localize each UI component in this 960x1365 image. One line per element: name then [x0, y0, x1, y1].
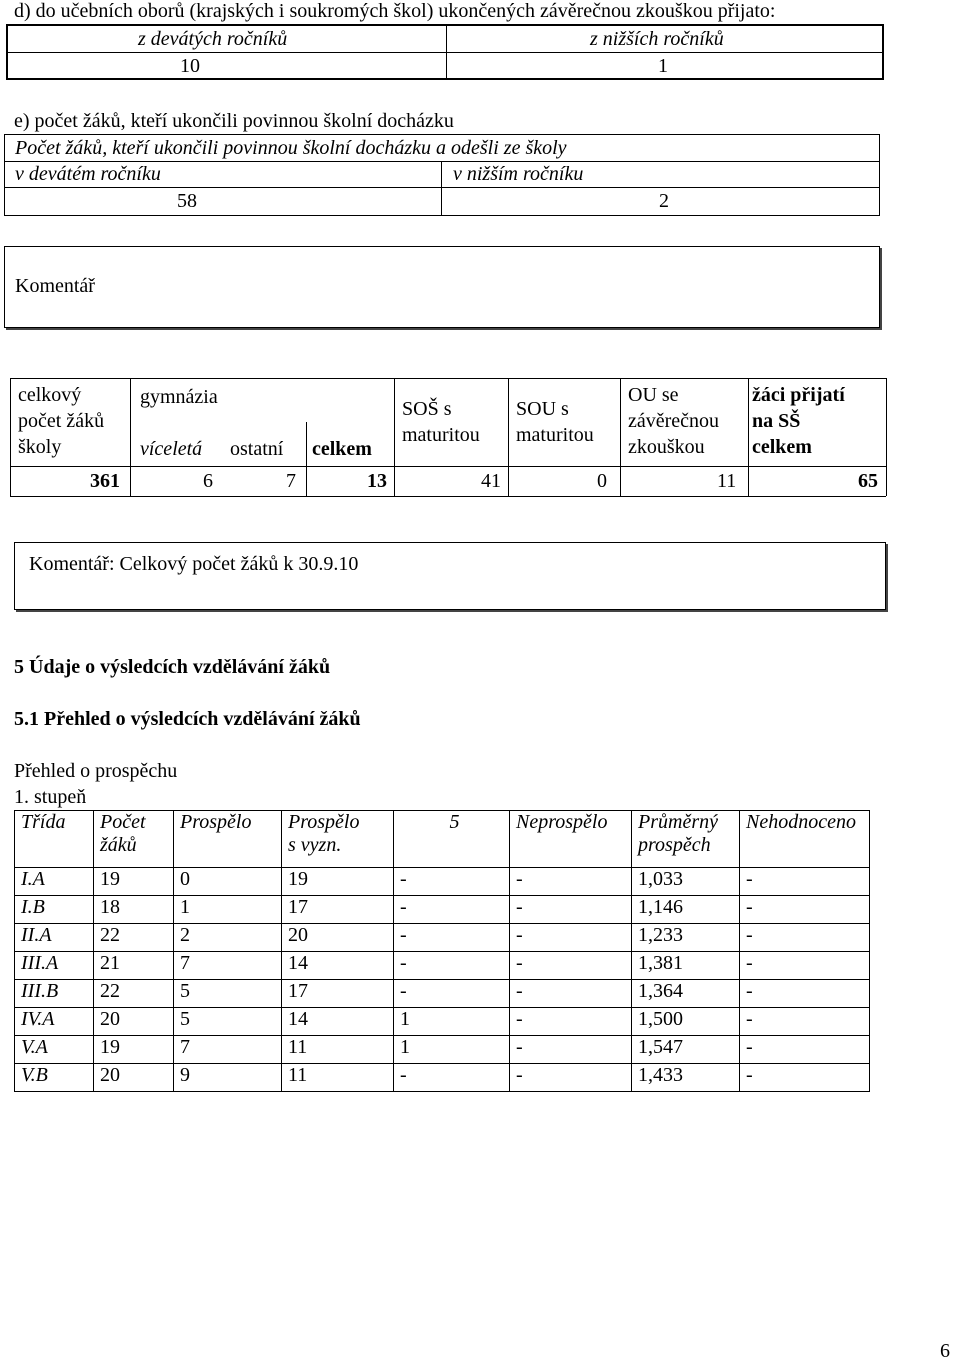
- table-cell: -: [740, 1064, 870, 1092]
- section-d-col1-label: z devátých ročníků: [138, 28, 288, 50]
- table-cell: III.A: [15, 952, 94, 980]
- header-admitted-3: celkem: [752, 436, 812, 458]
- header-gym-multi: víceletá: [140, 438, 203, 460]
- table-cell: 1: [394, 1008, 510, 1036]
- table-row: [15, 952, 870, 980]
- value-gym-total: 13: [367, 470, 387, 492]
- table-cell: -: [740, 952, 870, 980]
- table-cell: 11: [282, 1036, 394, 1064]
- results-header-line: [180, 834, 281, 857]
- results-header-line: 5: [449, 811, 460, 833]
- results-header-line: s vyzn.: [288, 834, 342, 856]
- results-header-cell: [740, 811, 870, 868]
- table-row: [15, 1036, 870, 1064]
- table-cell: 19: [282, 868, 394, 896]
- table-cell: 21: [94, 952, 174, 980]
- table-cell: V.B: [15, 1064, 94, 1092]
- results-header-cell: [510, 811, 632, 868]
- results-header-cell: [174, 811, 282, 868]
- section-d-col2-value: 1: [658, 55, 668, 77]
- results-header-line: prospěch: [638, 834, 711, 856]
- header-gym: gymnázia: [140, 386, 218, 408]
- table-cell: 18: [94, 896, 174, 924]
- admissions-table: [10, 378, 886, 498]
- table-cell: -: [510, 896, 632, 924]
- comment-box-total: [14, 542, 886, 610]
- table-cell: 22: [94, 980, 174, 1008]
- results-header-cell: [94, 811, 174, 868]
- table-cell: 5: [174, 980, 282, 1008]
- value-sou: 0: [597, 470, 607, 492]
- value-ou: 11: [717, 470, 737, 492]
- section-e-col2-label: v nižším ročníku: [453, 163, 584, 185]
- table-cell: -: [510, 980, 632, 1008]
- table-cell: -: [510, 1036, 632, 1064]
- table-cell: -: [510, 1008, 632, 1036]
- results-header-line: Průměrný: [638, 811, 718, 833]
- table-cell: 20: [282, 924, 394, 952]
- section-d-col2-label: z nižších ročníků: [590, 28, 724, 50]
- page-number: 6: [940, 1340, 950, 1362]
- results-header-cell: [394, 811, 510, 868]
- table-cell: 1,500: [632, 1008, 740, 1036]
- section-e-col1-value: 58: [177, 190, 197, 212]
- table-cell: 1,033: [632, 868, 740, 896]
- table-cell: 17: [282, 896, 394, 924]
- section-d-table: [6, 24, 884, 80]
- table-cell: 1,364: [632, 980, 740, 1008]
- table-cell: 7: [174, 952, 282, 980]
- value-sos: 41: [481, 470, 501, 492]
- table-cell: III.B: [15, 980, 94, 1008]
- table-cell: 20: [94, 1064, 174, 1092]
- section-e-heading: e) počet žáků, kteří ukončili povinnou školní docházku: [14, 110, 454, 132]
- table-cell: -: [394, 868, 510, 896]
- results-header-line: Třída: [21, 811, 66, 833]
- table-row: [15, 1008, 870, 1036]
- table-cell: 22: [94, 924, 174, 952]
- table-cell: 2: [174, 924, 282, 952]
- header-admitted-1: žáci přijatí: [752, 384, 845, 406]
- results-header-cell: [282, 811, 394, 868]
- results-header-line: Prospělo: [180, 811, 252, 833]
- table-row: [15, 980, 870, 1008]
- results-header-line: [400, 834, 509, 857]
- section-e-col2-value: 2: [659, 190, 669, 212]
- table-cell: 17: [282, 980, 394, 1008]
- value-admitted: 65: [858, 470, 878, 492]
- table-cell: -: [740, 896, 870, 924]
- table-cell: -: [394, 952, 510, 980]
- table-cell: -: [510, 924, 632, 952]
- table-cell: 1,547: [632, 1036, 740, 1064]
- table-cell: IV.A: [15, 1008, 94, 1036]
- table-cell: 1: [174, 896, 282, 924]
- value-total: 361: [90, 470, 120, 492]
- results-header-line: Počet: [100, 811, 146, 833]
- table-cell: -: [740, 1008, 870, 1036]
- table-cell: 1,233: [632, 924, 740, 952]
- results-header-line: Neprospělo: [516, 811, 608, 833]
- results-header-line: [516, 834, 631, 857]
- header-sou-2: maturitou: [516, 424, 594, 446]
- results-header-row: [15, 811, 870, 868]
- table-cell: 14: [282, 1008, 394, 1036]
- table-cell: 1: [394, 1036, 510, 1064]
- table-cell: I.B: [15, 896, 94, 924]
- table-cell: 19: [94, 1036, 174, 1064]
- results-table: [14, 810, 870, 1092]
- header-gym-total: celkem: [312, 438, 372, 460]
- value-gym-multi: 6: [203, 470, 213, 492]
- table-cell: -: [740, 868, 870, 896]
- table-cell: 0: [174, 868, 282, 896]
- table-row: [15, 868, 870, 896]
- table-cell: 14: [282, 952, 394, 980]
- header-total-2: počet žáků: [18, 410, 105, 432]
- table-cell: V.A: [15, 1036, 94, 1064]
- table-row: [15, 924, 870, 952]
- section-d-col1-value: 10: [180, 55, 200, 77]
- section-e-col1-label: v devátém ročníku: [15, 163, 161, 185]
- value-gym-other: 7: [286, 470, 296, 492]
- header-sou-1: SOU s: [516, 398, 569, 420]
- header-admitted-2: na SŠ: [752, 410, 801, 432]
- table-cell: I.A: [15, 868, 94, 896]
- header-gym-other: ostatní: [230, 438, 284, 460]
- table-cell: 7: [174, 1036, 282, 1064]
- header-ou-1: OU se: [628, 384, 679, 406]
- table-cell: -: [510, 952, 632, 980]
- table-cell: -: [510, 868, 632, 896]
- header-ou-2: závěrečnou: [628, 410, 720, 432]
- table-row: [15, 896, 870, 924]
- table-cell: 1,381: [632, 952, 740, 980]
- table-cell: -: [394, 924, 510, 952]
- results-header-line: Nehodnoceno: [746, 811, 856, 833]
- comment-total-text: Komentář: Celkový počet žáků k 30.9.10: [29, 553, 359, 575]
- table-cell: 19: [94, 868, 174, 896]
- overview-label: Přehled o prospěchu: [14, 760, 178, 782]
- header-total-1: celkový: [18, 384, 82, 406]
- table-cell: 11: [282, 1064, 394, 1092]
- results-header-line: [746, 834, 869, 857]
- table-cell: 20: [94, 1008, 174, 1036]
- section-e-subheading: Počet žáků, kteří ukončili povinnou školní docházku a odešli ze školy: [15, 137, 567, 159]
- table-cell: -: [740, 1036, 870, 1064]
- table-row: [15, 1064, 870, 1092]
- results-header-line: Prospělo: [288, 811, 360, 833]
- stage-label: 1. stupeň: [14, 786, 87, 808]
- results-header-line: [21, 834, 93, 857]
- table-cell: 1,433: [632, 1064, 740, 1092]
- table-cell: -: [394, 896, 510, 924]
- section5-subtitle: 5.1 Přehled o výsledcích vzdělávání žáků: [14, 708, 361, 730]
- comment-box: [4, 246, 880, 328]
- results-header-line: žáků: [100, 834, 137, 856]
- header-sos-2: maturitou: [402, 424, 480, 446]
- section5-title: 5 Údaje o výsledcích vzdělávání žáků: [14, 656, 331, 678]
- table-cell: 1,146: [632, 896, 740, 924]
- header-total-3: školy: [18, 436, 62, 458]
- table-cell: -: [394, 1064, 510, 1092]
- results-header-cell: [632, 811, 740, 868]
- section-e-table: [4, 134, 880, 216]
- table-cell: -: [510, 1064, 632, 1092]
- table-cell: -: [740, 980, 870, 1008]
- section-d-heading: d) do učebních oborů (krajských i soukromých škol) ukončených závěrečnou zkouškou přijato:: [14, 0, 776, 22]
- table-cell: 5: [174, 1008, 282, 1036]
- table-cell: -: [394, 980, 510, 1008]
- header-sos-1: SOŠ s: [402, 398, 452, 420]
- table-cell: -: [740, 924, 870, 952]
- results-header-cell: [15, 811, 94, 868]
- header-ou-3: zkouškou: [628, 436, 705, 458]
- table-cell: II.A: [15, 924, 94, 952]
- comment-label: Komentář: [15, 275, 95, 297]
- table-cell: 9: [174, 1064, 282, 1092]
